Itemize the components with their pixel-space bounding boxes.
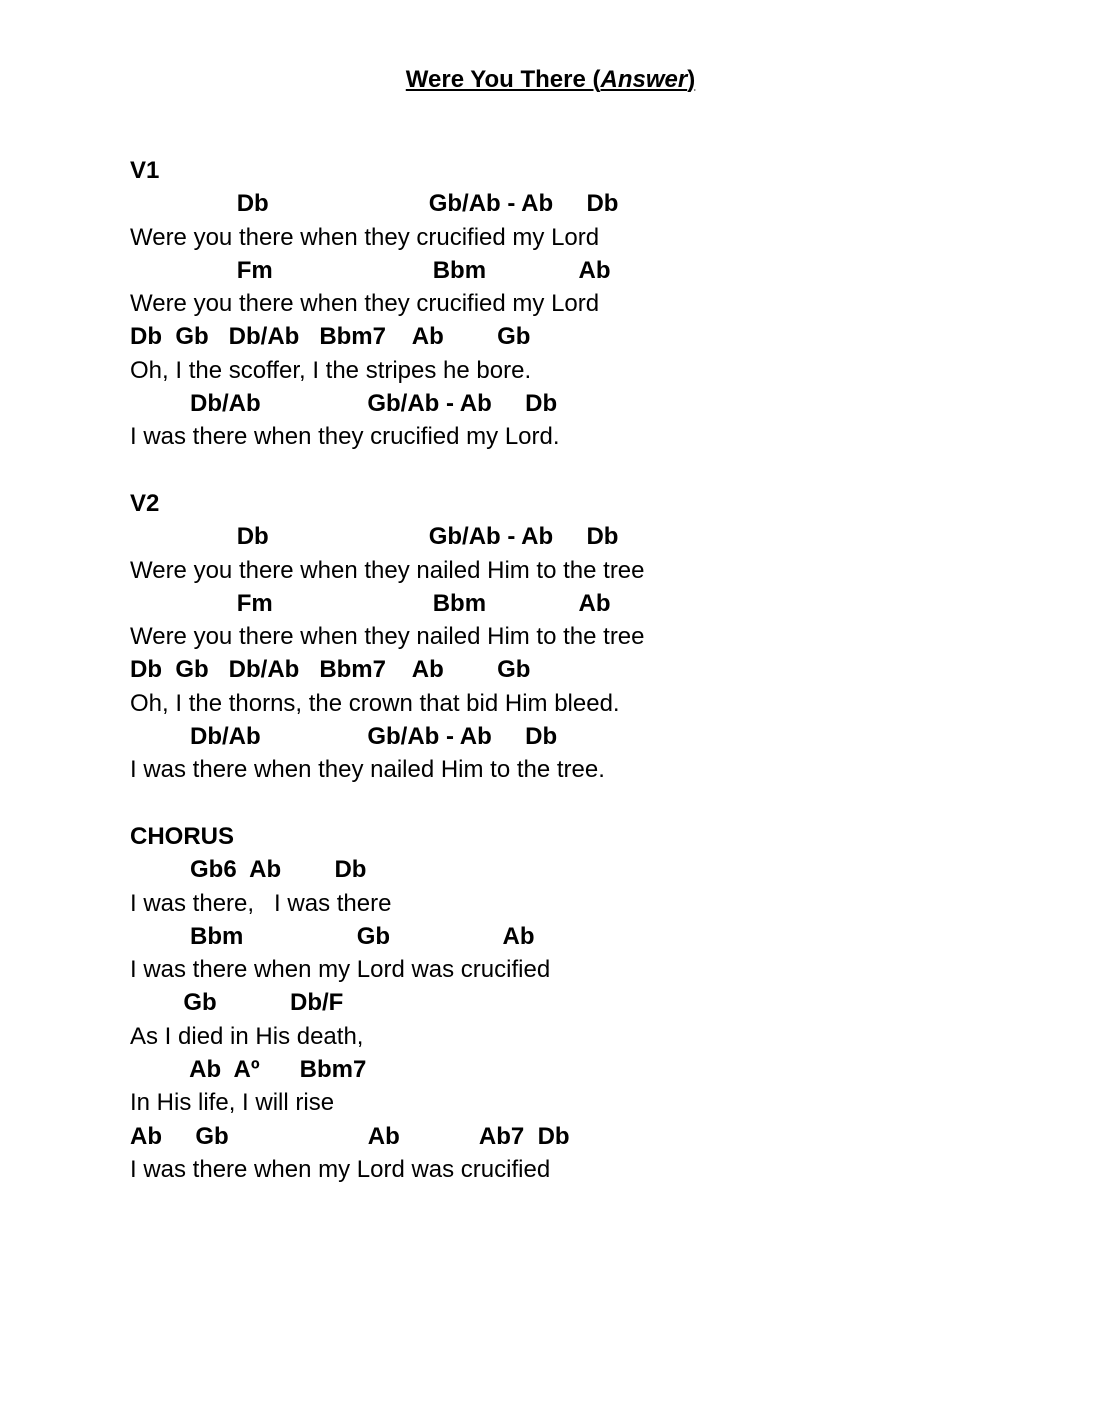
lyric-line: Oh, I the thorns, the crown that bid Him bleed. xyxy=(130,689,620,717)
lyric-line: Were you there when they crucified my Lord xyxy=(130,223,600,251)
lyric-line: As I died in His death, xyxy=(130,1022,364,1050)
chord-line: Gb Db/F xyxy=(130,989,344,1017)
section-label-chorus: CHORUS xyxy=(130,822,235,850)
chord-line: Db/Ab Gb/Ab - Ab Db xyxy=(130,723,558,751)
section-spacer xyxy=(130,787,1030,820)
lyric-line: I was there when they crucified my Lord. xyxy=(130,423,560,451)
lyric-line: Were you there when they nailed Him to the tree xyxy=(130,556,645,584)
lyric-line: Were you there when they nailed Him to the tree xyxy=(130,623,645,651)
section-label-v1: V1 xyxy=(130,157,160,184)
chord-line: Db Gb/Ab - Ab Db xyxy=(130,523,619,551)
lyric-line: Oh, I the scoffer, I the stripes he bore. xyxy=(130,356,532,384)
chord-line: Fm Bbm Ab xyxy=(130,589,611,617)
lyric-line: I was there when they nailed Him to the tree. xyxy=(130,756,605,784)
title-italic: Answer xyxy=(600,66,688,93)
chord-line: Fm Bbm Ab xyxy=(130,256,611,284)
title-close: ) xyxy=(687,66,696,93)
chord-line: Ab Aº Bbm7 xyxy=(130,1056,367,1084)
lyric-line: I was there, I was there xyxy=(130,889,392,917)
chord-line: Ab Gb Ab Ab7 Db xyxy=(130,1122,570,1150)
chord-line: Gb6 Ab Db xyxy=(130,856,367,884)
section-spacer xyxy=(130,454,1030,487)
lyric-line: I was there when my Lord was crucified xyxy=(130,1155,551,1183)
lyric-line: I was there when my Lord was crucified xyxy=(130,956,551,984)
chord-line: Db Gb Db/Ab Bbm7 Ab Gb xyxy=(130,323,531,351)
song-title xyxy=(0,64,1101,96)
lyric-line: Were you there when they crucified my Lord xyxy=(130,290,600,318)
title-main: Were You There ( xyxy=(405,66,601,93)
chord-line: Bbm Gb Ab xyxy=(130,922,535,950)
chord-line: Db Gb/Ab - Ab Db xyxy=(130,190,619,218)
chord-line: Db Gb Db/Ab Bbm7 Ab Gb xyxy=(130,656,531,684)
chord-line: Db/Ab Gb/Ab - Ab Db xyxy=(130,390,558,418)
lead-sheet xyxy=(130,154,1030,1186)
section-label-v2: V2 xyxy=(130,489,160,517)
lyric-line: In His life, I will rise xyxy=(130,1089,335,1117)
